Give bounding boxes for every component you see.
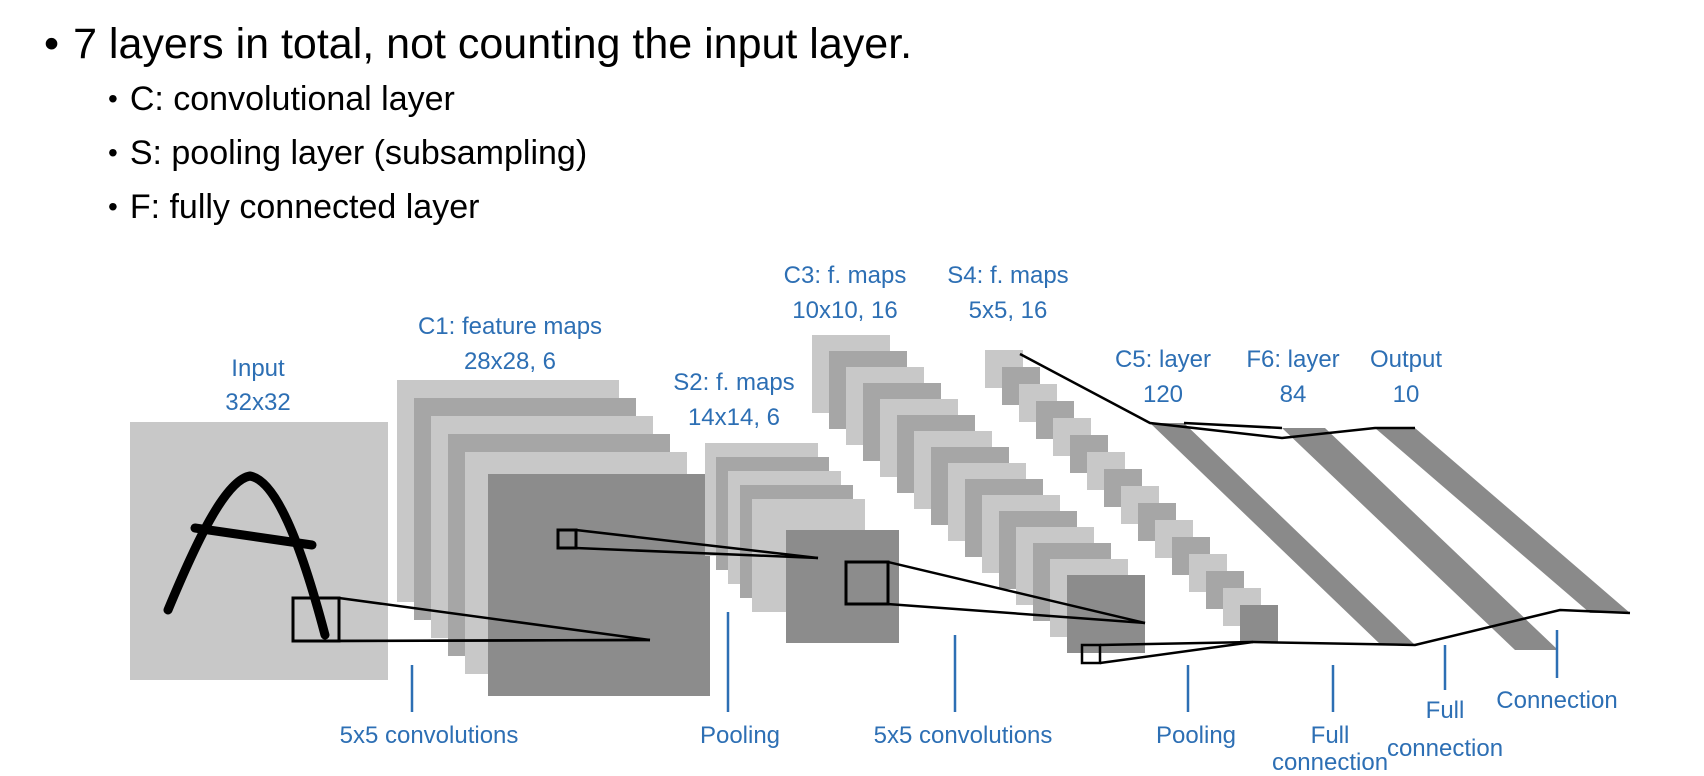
f6-label-size: 84 (1279, 381, 1307, 408)
c5-label-name: C5: layer (1114, 346, 1212, 373)
output-label-name: Output (1369, 346, 1443, 373)
s2-feature-maps (705, 443, 899, 643)
bullet-dot: • (108, 137, 118, 168)
conv1-label: 5x5 convolutions (339, 722, 519, 749)
bullet-main-text: 7 layers in total, not counting the input layer. (73, 20, 913, 68)
c5-label-size: 120 (1142, 381, 1184, 408)
conv2-label: 5x5 convolutions (873, 722, 1053, 749)
bullet-sub-text-f: F: fully connected layer (129, 188, 480, 226)
bullet-sub-text-s: S: pooling layer (subsampling) (129, 134, 588, 172)
bullet-sub-text-c: C: convolutional layer (129, 80, 455, 118)
pool1-label: Pooling (699, 722, 781, 749)
s2-label-name: S2: f. maps (673, 369, 795, 396)
s4-label-name: S4: f. maps (947, 262, 1069, 289)
c1-label-name: C1: feature maps (417, 313, 603, 340)
s4-feature-map (1240, 605, 1278, 643)
operation-labels (340, 687, 1618, 776)
pool2-label: Pooling (1155, 722, 1237, 749)
full2-label-line2: connection (1386, 735, 1504, 762)
f6-label-name: F6: layer (1246, 346, 1340, 373)
full2-label-line1: Full (1425, 697, 1465, 724)
connection-label: Connection (1496, 687, 1618, 714)
c3-label-name: C3: f. maps (783, 262, 907, 289)
bullet-dot: • (108, 83, 118, 114)
full1-label-line1: Full (1310, 722, 1350, 749)
bullet-dot: • (108, 191, 118, 222)
c1-label-size: 28x28, 6 (463, 348, 557, 375)
input-label-name: Input (231, 355, 285, 382)
c1-feature-maps (397, 380, 710, 696)
s4-label-size: 5x5, 16 (968, 297, 1048, 324)
bullet-dot: • (44, 20, 60, 68)
output-label-size: 10 (1392, 381, 1420, 408)
full1-label-line2: connection (1271, 749, 1389, 776)
c3-label-size: 10x10, 16 (792, 297, 898, 324)
s2-label-size: 14x14, 6 (687, 404, 781, 431)
input-label-size: 32x32 (225, 389, 291, 416)
